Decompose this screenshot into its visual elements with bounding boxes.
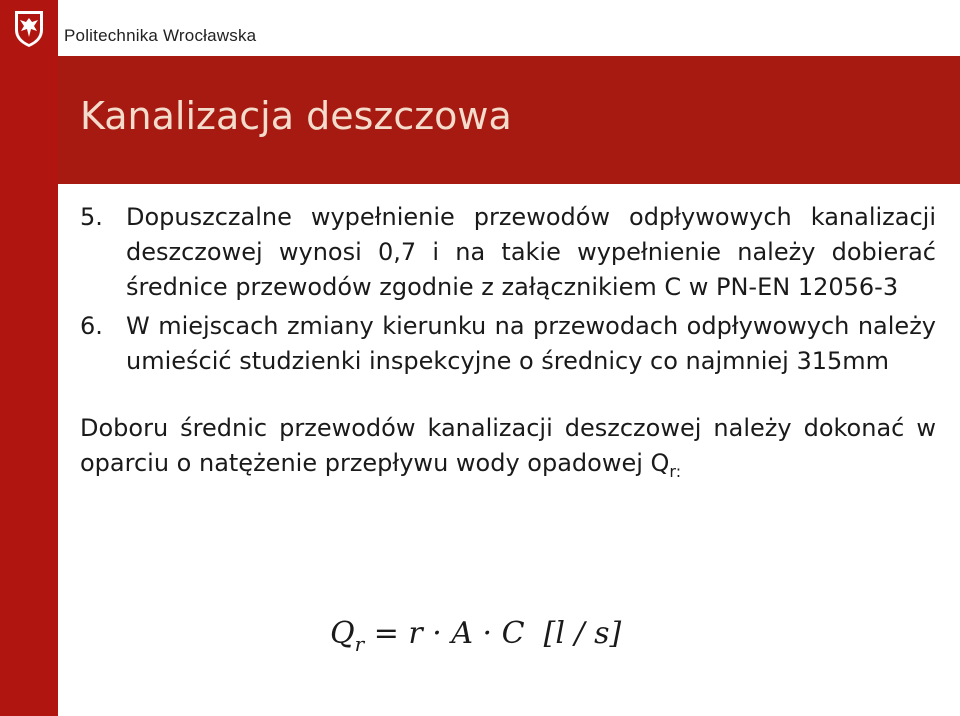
list-item-text: W miejscach zmiany kierunku na przewodach odpływowych należy umieścić studzienki inspekcyjne o średnicy co najmniej 315mm [126,312,936,375]
formula-equals: = [373,616,399,651]
formula-rhs: r · A · C [408,616,525,651]
slide-title: Kanalizacja deszczowa [80,94,512,138]
formula-lhs-symbol: Q [330,616,355,651]
title-band [58,56,960,184]
body-paragraph [80,411,936,489]
institution-name: Politechnika Wrocławska [64,26,257,45]
list-item-text: Dopuszczalne wypełnienie przewodów odpływowych kanalizacji deszczowej wynosi 0,7 i na takie wypełnienie należy dobierać średnice przewodów zgodnie z załącznikiem C w PN-EN 12056-3 [126,203,936,301]
flow-formula [330,616,621,656]
list-item-5 [80,200,936,305]
paragraph-text: Doboru średnic przewodów kanalizacji deszczowej należy dokonać w oparciu o natężenie przepływu wody opadowej Q [80,414,936,477]
list-item-number: 5. [80,203,103,231]
paragraph-subscript: r: [669,462,682,481]
left-accent-bar [0,0,58,716]
list-item-6 [80,309,936,379]
eagle-crest-icon [6,4,52,50]
list-item-number: 6. [80,312,103,340]
formula-units: [l / s] [543,616,622,651]
formula-lhs-subscript: r [354,632,365,656]
slide-content [80,200,936,489]
